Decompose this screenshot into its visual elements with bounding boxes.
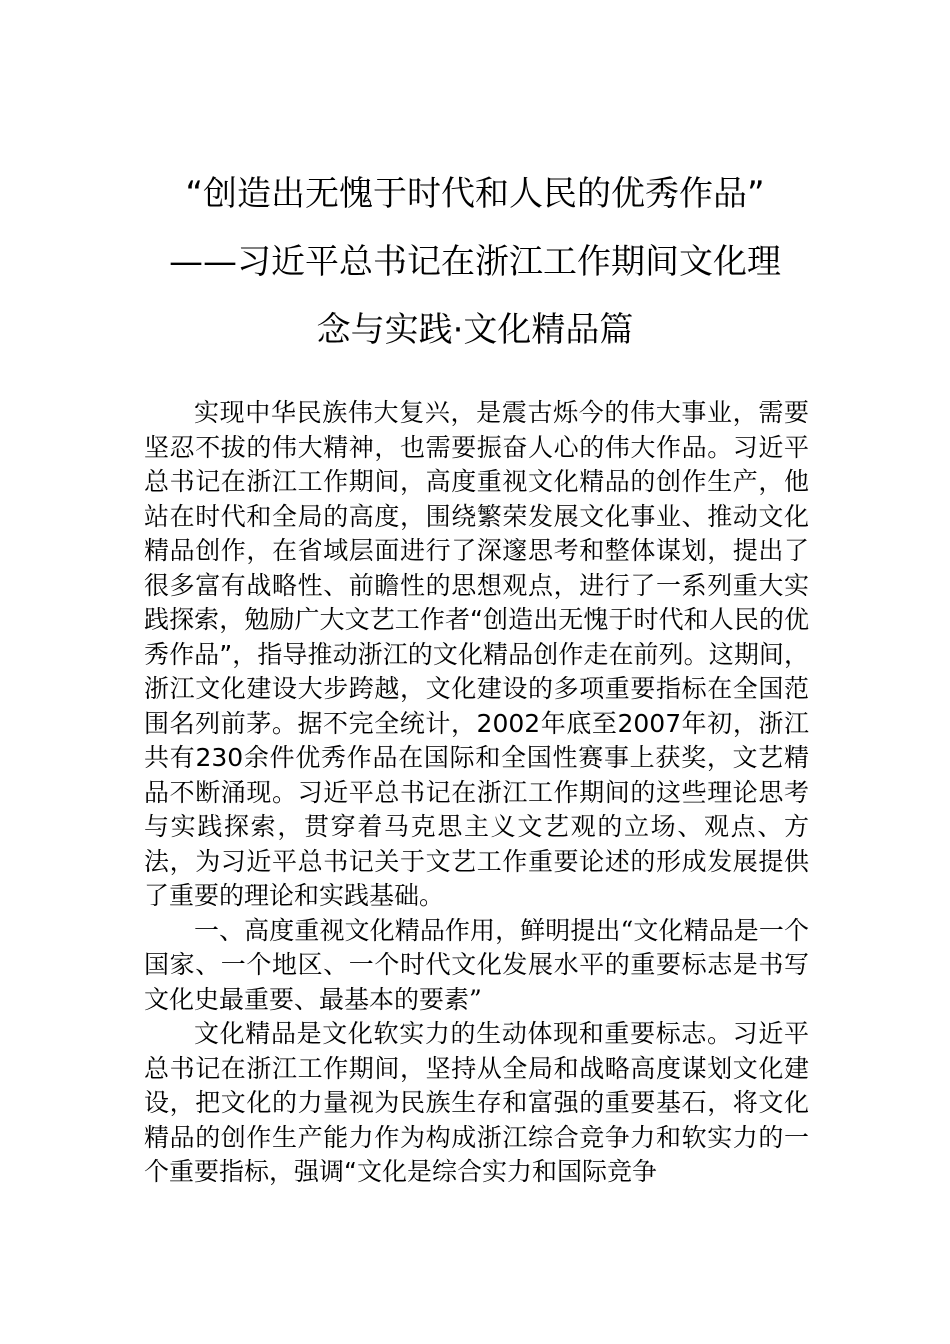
- title-line-1: “创造出无愧于时代和人民的优秀作品”: [185, 174, 765, 214]
- title-line-3: 念与实践·文化精品篇: [316, 310, 634, 350]
- intro-paragraph: 实现中华民族伟大复兴，是震古烁今的伟大事业，需要坚忍不拔的伟大精神，也需要振奋人心的伟大作品。习近平总书记在浙江工作期间，高度重视文化精品的创作生产，他站在时代和全局的高度，围绕繁荣发展文化事业、推动文化精品创作，在省域层面进行了深邃思考和整体谋划，提出了很多富有战略性、前瞻性的思想观点，进行了一系列重大实践探索，勉励广大文艺工作者“创造出无愧于时代和人民的优秀作品”，指导推动浙江的文化精品创作走在前列。这期间，浙江文化建设大步跨越，文化建设的多项重要指标在全国范围名列前茅。据不完全统计，2002年底至2007年初，浙江共有230余件优秀作品在国际和全国性赛事上获奖，文艺精品不断涌现。习近平总书记在浙江工作期间的这些理论思考与实践探索，贯穿着马克思主义文艺观的立场、观点、方法，为习近平总书记关于文艺工作重要论述的形成发展提供了重要的理论和实践基础。: [144, 398, 809, 910]
- section-paragraph-1: 文化精品是文化软实力的生动体现和重要标志。习近平总书记在浙江工作期间，坚持从全局和战略高度谋划文化建设，把文化的力量视为民族生存和富强的重要基石，将文化精品的创作生产能力作为构成浙江综合竞争力和软实力的一个重要指标，强调“文化是综合实力和国际竞争: [144, 1019, 809, 1186]
- document-body: [144, 396, 809, 1190]
- title-line-2: ——习近平总书记在浙江工作期间文化理: [169, 242, 781, 282]
- section-heading-1: 一、高度重视文化精品作用，鲜明提出“文化精品是一个国家、一个地区、一个时代文化发展水平的重要标志是书写文化史最重要、最基本的要素”: [144, 915, 809, 1014]
- document-title: [130, 160, 820, 364]
